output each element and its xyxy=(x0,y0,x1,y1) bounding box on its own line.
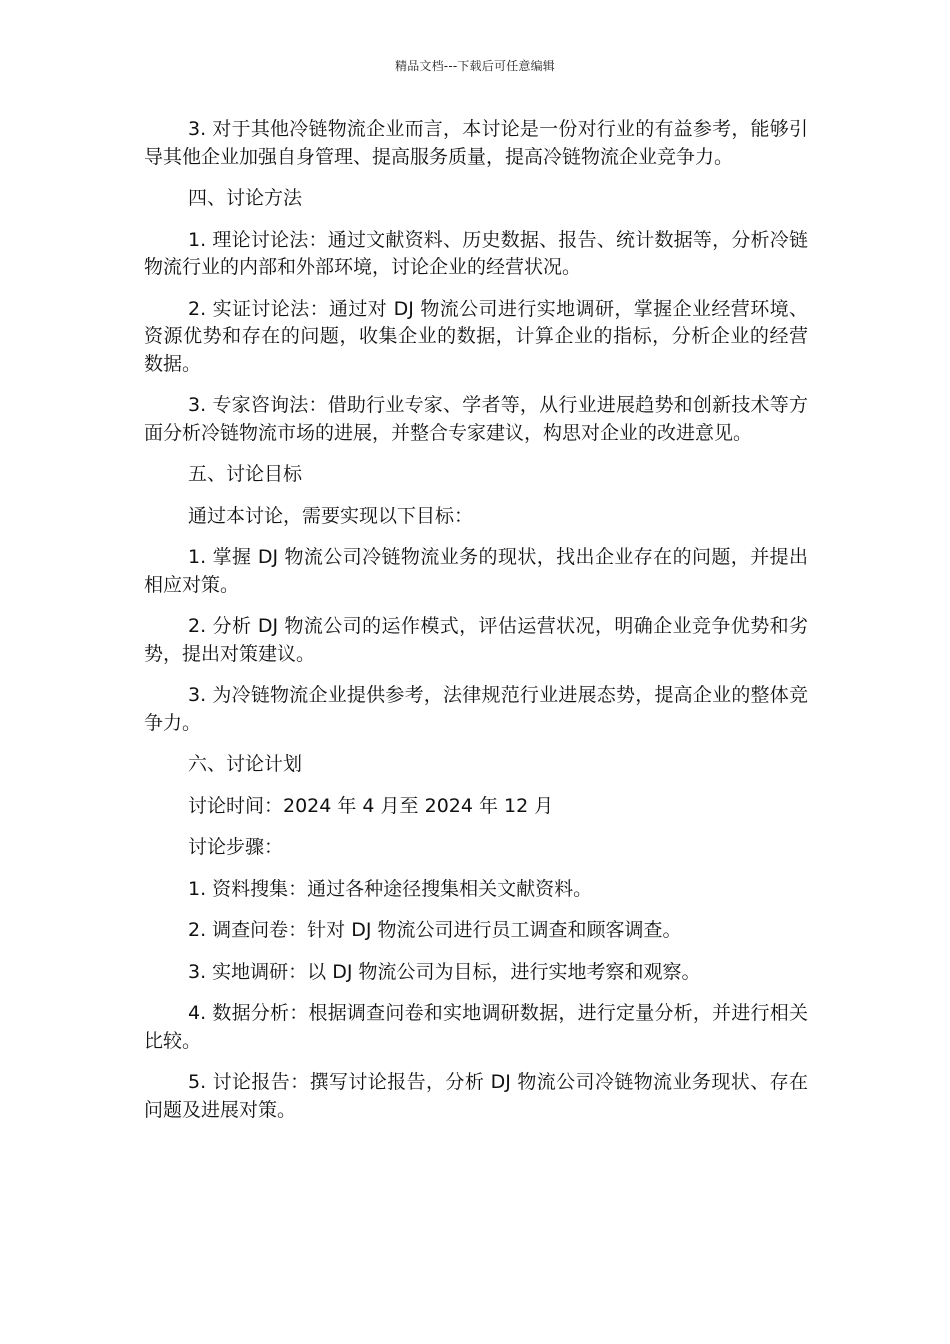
paragraph-method-1: 1. 理论讨论法：通过文献资料、历史数据、报告、统计数据等，分析冷链物流行业的内部和外部环境，讨论企业的经营状况。 xyxy=(144,228,808,278)
paragraph-step-5: 5. 讨论报告：撰写讨论报告，分析 DJ 物流公司冷链物流业务现状、存在问题及进展对策。 xyxy=(144,1071,808,1121)
paragraph-method-3: 3. 专家咨询法：借助行业专家、学者等，从行业进展趋势和创新技术等方面分析冷链物流市场的进展，并整合专家建议，构思对企业的改进意见。 xyxy=(144,394,808,444)
paragraph-step-1: 1. 资料搜集：通过各种途径搜集相关文献资料。 xyxy=(188,877,593,900)
paragraph-step-3: 3. 实地调研：以 DJ 物流公司为目标，进行实地考察和观察。 xyxy=(188,960,701,983)
paragraph-goal-2: 2. 分析 DJ 物流公司的运作模式，评估运营状况，明确企业竞争优势和劣势，提出对策建议。 xyxy=(144,615,808,665)
paragraph-significance-3: 3. 对于其他冷链物流企业而言，本讨论是一份对行业的有益参考，能够引导其他企业加强自身管理、提高服务质量，提高冷链物流企业竞争力。 xyxy=(144,118,808,168)
section-heading-plan: 六、讨论计划 xyxy=(188,753,303,775)
section-heading-goals: 五、讨论目标 xyxy=(188,463,303,485)
document-body xyxy=(144,116,808,1138)
paragraph-plan-steps-label: 讨论步骤： xyxy=(188,836,284,858)
paragraph-goals-intro: 通过本讨论，需要实现以下目标： xyxy=(188,504,474,527)
paragraph-plan-time: 讨论时间：2024 年 4 月至 2024 年 12 月 xyxy=(188,794,554,817)
page-header: 精品文档---下载后可任意编辑 xyxy=(395,59,555,73)
paragraph-goal-3: 3. 为冷链物流企业提供参考，法律规范行业进展态势，提高企业的整体竞争力。 xyxy=(144,684,808,734)
paragraph-goal-1: 1. 掌握 DJ 物流公司冷链物流业务的现状，找出企业存在的问题，并提出相应对策。 xyxy=(144,546,808,596)
paragraph-method-2: 2. 实证讨论法：通过对 DJ 物流公司进行实地调研，掌握企业经营环境、资源优势和存在的问题，收集企业的数据，计算企业的指标，分析企业的经营数据。 xyxy=(144,297,808,375)
paragraph-step-4: 4. 数据分析：根据调查问卷和实地调研数据，进行定量分析，并进行相关比较。 xyxy=(144,1002,808,1052)
section-heading-methods: 四、讨论方法 xyxy=(188,187,303,209)
paragraph-step-2: 2. 调查问卷：针对 DJ 物流公司进行员工调查和顾客调查。 xyxy=(188,919,682,941)
